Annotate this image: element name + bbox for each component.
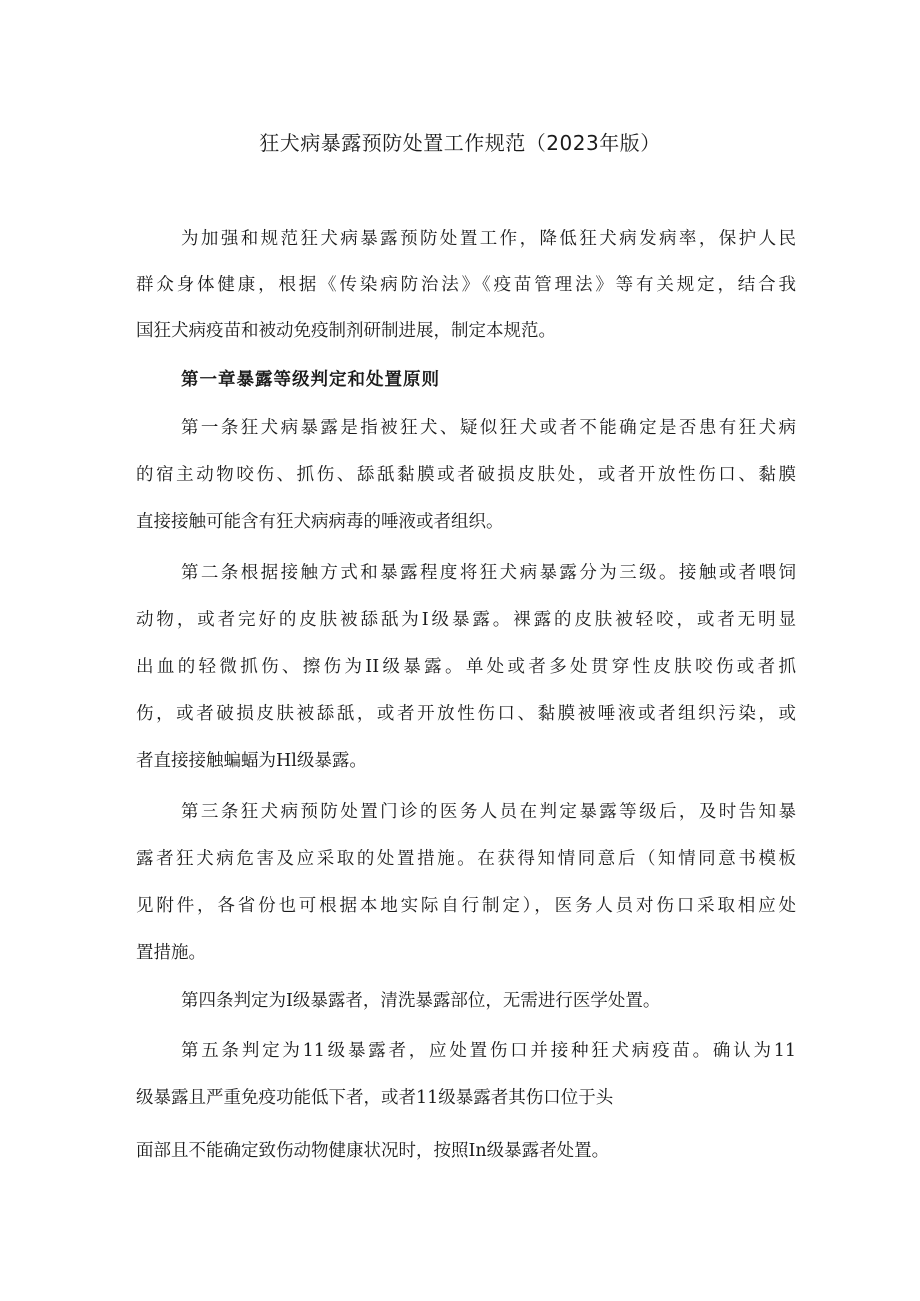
article-2-line-2: 动物，或者完好的皮肤被舔舐为I级暴露。裸露的皮肤被轻咬，或者无明显 (136, 610, 796, 630)
preamble-line-3: 国狂犬病疫苗和被动免疫制剂研制进展，制定本规范。 (136, 321, 556, 341)
article-1-line-3: 直接接触可能含有狂犬病病毒的唾液或者组织。 (136, 512, 504, 532)
article-2-line-3: 出血的轻微抓伤、擦伤为II级暴露。单处或者多处贯穿性皮肤咬伤或者抓 (136, 657, 796, 677)
article-2-line-5: 者直接接触蝙蝠为Hl级暴露。 (136, 751, 367, 771)
article-3-line-1: 第三条狂犬病预防处置门诊的医务人员在判定暴露等级后，及时告知暴 (181, 802, 796, 822)
article-5-line-1: 第五条判定为11级暴露者，应处置伤口并接种狂犬病疫苗。确认为11 (181, 1041, 796, 1061)
article-3-line-3: 见附件，各省份也可根据本地实际自行制定），医务人员对伤口采取相应处 (136, 896, 796, 916)
article-4-line-1: 第四条判定为I级暴露者，清洗暴露部位，无需进行医学处置。 (181, 991, 661, 1011)
document-title: 狂犬病暴露预防处置工作规范（2023年版） (259, 131, 661, 155)
article-2-line-1: 第二条根据接触方式和暴露程度将狂犬病暴露分为三级。接触或者喂饲 (181, 563, 796, 583)
preamble-line-2: 群众身体健康，根据《传染病防治法》《疫苗管理法》等有关规定，结合我 (136, 275, 796, 295)
chapter-heading: 第一章暴露等级判定和处置原则 (181, 370, 440, 390)
article-5-line-3: 面部且不能确定致伤动物健康状况时，按照In级暴露者处置。 (136, 1141, 610, 1161)
preamble-line-1: 为加强和规范狂犬病暴露预防处置工作，降低狂犬病发病率，保护人民 (181, 229, 796, 249)
article-1-line-2: 的宿主动物咬伤、抓伤、舔舐黏膜或者破损皮肤处，或者开放性伤口、黏膜 (136, 465, 796, 485)
article-1-line-1: 第一条狂犬病暴露是指被狂犬、疑似狂犬或者不能确定是否患有狂犬病 (181, 418, 796, 438)
article-5-line-2: 级暴露且严重免疫功能低下者，或者11级暴露者其伤口位于头 (136, 1088, 614, 1108)
article-3-line-4: 置措施。 (136, 943, 206, 963)
article-3-line-2: 露者狂犬病危害及应采取的处置措施。在获得知情同意后（知情同意书模板 (136, 849, 796, 869)
article-2-line-4: 伤，或者破损皮肤被舔舐，或者开放性伤口、黏膜被唾液或者组织污染，或 (136, 704, 796, 724)
